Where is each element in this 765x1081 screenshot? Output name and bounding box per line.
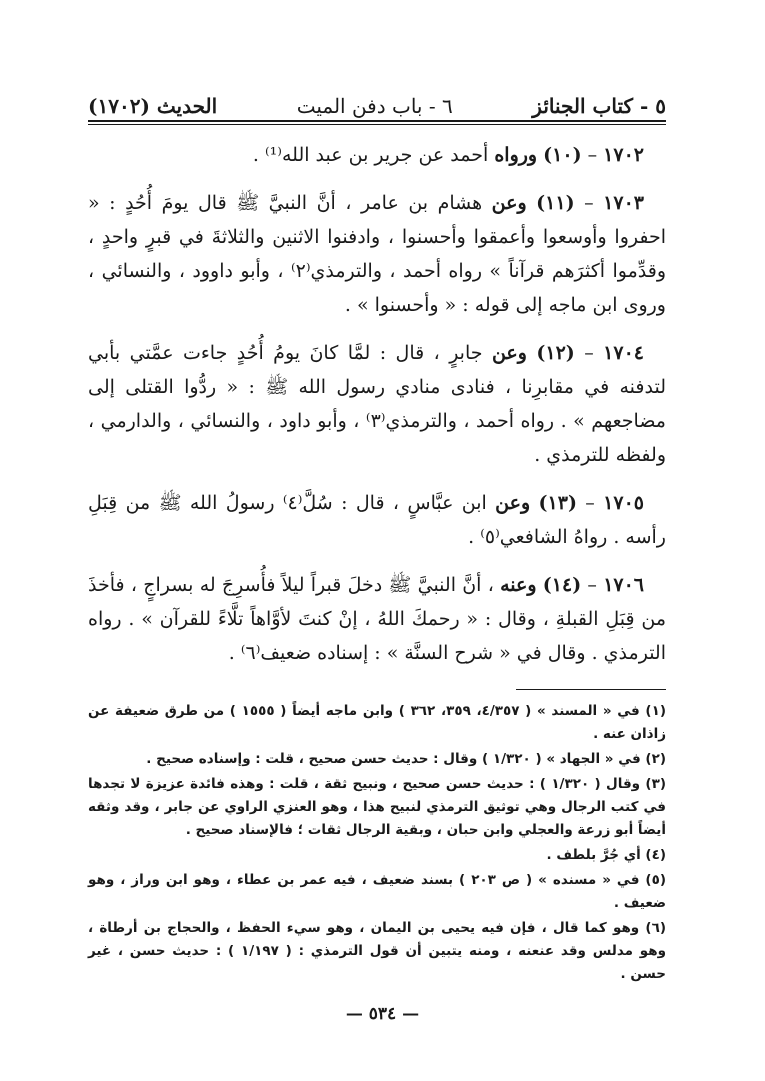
header-divider — [88, 120, 666, 122]
footnote-divider — [516, 689, 666, 690]
hadith-narrator-prefix: وعن — [491, 192, 527, 214]
hadith-narrator-prefix: وعن — [495, 492, 531, 514]
hadith-range: الحديث (١٧٠٢) — [88, 94, 218, 118]
hadith-text: أحمد عن جرير بن عبد الله⁽¹⁾ . — [252, 144, 489, 166]
hadith-text: ابن عبَّاسٍ ، قال : سُلَّ⁽٤⁾ رسولُ الله ﷺ من قِبَلِ رأسه . رواهُ الشافعي⁽٥⁾ . — [88, 492, 666, 548]
hadith-narrator-prefix: وعنه — [500, 574, 537, 596]
chapter-title: ٥ - كتاب الجنائز — [532, 94, 666, 118]
page-header — [88, 78, 666, 118]
hadith-sub-number: (١٤) — [542, 574, 582, 596]
header-divider-thin — [88, 124, 666, 125]
hadith-number: ١٧٠٤ — [603, 342, 644, 364]
hadith-text: هشام بن عامر ، أنَّ النبيَّ ﷺ قال يومَ أُحُدٍ : « احفروا وأوسعوا وأعمقوا وأحسنوا ، وادفنوا الاثنين والثلاثةَ في قبرٍ واحدٍ ، وقدِّموا أكثرَهم قرآناً » رواه أحمد ، والترمذي⁽٢⁾ ، وأبو داوود ، والنسائي ، وروى ابن ماجه إلى قوله : « وأحسنوا » . — [88, 192, 666, 316]
footnotes — [88, 700, 666, 988]
hadith-entry: ١٧٠٢ – (١٠) ورواه أحمد عن جرير بن عبد الله⁽¹⁾ . — [252, 144, 644, 166]
hadith-text: جابرٍ ، قال : لمَّا كانَ يومُ أُحُدٍ جاءت عمَّتي بأبي لتدفنه في مقابرِنا ، فنادى منادي رسول الله ﷺ : « ردُّوا القتلى إلى مضاجعهم » . رواه أحمد ، والترمذي⁽٣⁾ ، وأبو داود ، والنسائي ، والدارمي ، ولفظه للترمذي . — [88, 342, 666, 466]
hadith-entry: ١٧٠٣ – (١١) وعن هشام بن عامر ، أنَّ النبيَّ ﷺ قال يومَ أُحُدٍ : « احفروا وأوسعوا وأعمقوا وأحسنوا ، وادفنوا الاثنين والثلاثةَ في قبرٍ واحدٍ ، وقدِّموا أكثرَهم قرآناً » رواه أحمد ، والترمذي⁽٢⁾ ، وأبو داوود ، والنسائي ، وروى ابن ماجه إلى قوله : « وأحسنوا » . — [88, 192, 666, 316]
hadith-number: ١٧٠٣ — [603, 192, 644, 214]
hadith-entry: ١٧٠٦ – (١٤) وعنه ، أنَّ النبيَّ ﷺ دخلَ قبراً ليلاً فأُسرِجَ له بسراجٍ ، فأخذَ من قِبَلِ القبلةِ ، وقال : « رحمكَ اللهُ ، إنْ كنتَ لأوَّاهاً تلَّاءً للقرآن » . رواه الترمذي . وقال في « شرح السنَّة » : إسناده ضعيف⁽٦⁾ . — [88, 574, 666, 664]
hadith-number: ١٧٠٥ — [603, 492, 644, 514]
hadith-narrator-prefix: وعن — [491, 342, 527, 364]
hadith-entry: ١٧٠٤ – (١٢) وعن جابرٍ ، قال : لمَّا كانَ يومُ أُحُدٍ جاءت عمَّتي بأبي لتدفنه في مقابرِنا ، فنادى منادي رسول الله ﷺ : « ردُّوا القتلى إلى مضاجعهم » . رواه أحمد ، والترمذي⁽٣⁾ ، وأبو داود ، والنسائي ، والدارمي ، ولفظه للترمذي . — [88, 342, 666, 466]
section-title: ٦ - باب دفن الميت — [296, 94, 453, 118]
hadith-sub-number: (١٢) — [536, 342, 575, 364]
hadith-sub-number: (١٣) — [538, 492, 577, 514]
footnote: (٥) في « مسنده » ( ص ٢٠٣ ) بسند ضعيف ، فيه عمر بن عطاء ، وهو ابن وراز ، وهو ضعيف . — [88, 872, 666, 911]
hadith-narrator-prefix: ورواه — [494, 144, 538, 166]
hadith-number: ١٧٠٦ — [603, 574, 645, 596]
hadith-number: ١٧٠٢ — [603, 144, 644, 166]
footnote: (١) في « المسند » ( ٤/٣٥٧، ٣٥٩، ٣٦٢ ) وابن ماجه أيضاً ( ١٥٥٥ ) من طرق ضعيفة عن زاذان عنه . — [88, 703, 666, 742]
hadith-sub-number: (١٠) — [543, 144, 582, 166]
hadith-sub-number: (١١) — [536, 192, 575, 214]
hadith-text: ، أنَّ النبيَّ ﷺ دخلَ قبراً ليلاً فأُسرِجَ له بسراجٍ ، فأخذَ من قِبَلِ القبلةِ ، وقال : « رحمكَ اللهُ ، إنْ كنتَ لأوَّاهاً تلَّاءً للقرآن » . رواه الترمذي . وقال في « شرح السنَّة » : إسناده ضعيف⁽٦⁾ . — [88, 574, 666, 664]
footnote: (٦) وهو كما قال ، فإن فيه يحيى بن اليمان ، وهو سيء الحفظ ، والحجاج بن أرطاة ، وهو مدلس وقد عنعنه ، ومنه يتبين أن قول الترمذي : ( ١/١٩٧ ) : حديث حسن ، غير حسن . — [88, 920, 667, 982]
page-number: — ٥٣٤ — — [345, 1004, 420, 1024]
footnote: (٢) في « الجهاد » ( ١/٣٢٠ ) وقال : حديث حسن صحيح ، قلت : وإسناده صحيح . — [146, 751, 666, 767]
hadith-entry: ١٧٠٥ – (١٣) وعن ابن عبَّاسٍ ، قال : سُلَّ⁽٤⁾ رسولُ الله ﷺ من قِبَلِ رأسه . رواهُ الشافعي⁽٥⁾ . — [88, 492, 666, 548]
main-text — [88, 138, 666, 684]
footnote: (٤) أي جُرَّ بلطف . — [546, 847, 666, 863]
footnote: (٣) وقال ( ١/٣٢٠ ) : حديث حسن صحيح ، ونبيح ثقة ، قلت : وهذه فائدة عزيزة لا تجدها في كتب الرجال وهي توثيق الترمذي لنبيح هذا ، وهو العنزي الراوي عن جابر ، وقد وثقه أيضاً أبو زرعة والعجلي وابن حبان ، وبقية الرجال ثقات ؛ فالإسناد صحيح . — [88, 776, 666, 838]
